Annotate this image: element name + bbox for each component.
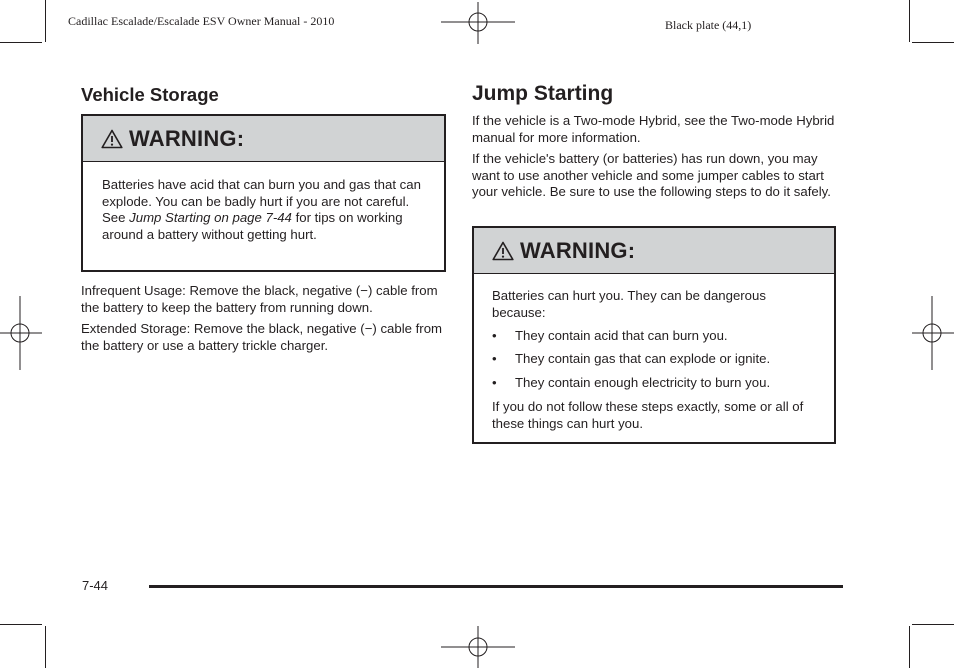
warning-title: WARNING: <box>520 237 636 263</box>
warning-text <box>102 177 427 243</box>
registration-target-icon <box>0 296 42 370</box>
crop-mark <box>0 42 42 43</box>
footer-rule <box>149 585 843 588</box>
warning-bullet-item <box>492 351 822 368</box>
warning-outro: If you do not follow these steps exactly, some or all of these things can hurt you. <box>492 399 804 431</box>
registration-target-icon <box>441 626 515 668</box>
hybrid-note-paragraph: If the vehicle is a Two-mode Hybrid, see the Two-mode Hybrid manual for more information. <box>472 113 835 145</box>
section-heading: Vehicle Storage <box>81 84 219 105</box>
crop-mark <box>909 0 910 42</box>
bullet-text: They contain acid that can burn you. <box>515 328 728 343</box>
warning-header <box>474 228 834 274</box>
plate-label: Black plate (44,1) <box>665 18 752 32</box>
extended-storage-paragraph: Extended Storage: Remove the black, negative (−) cable from the battery or use a battery trickle charger. <box>81 321 443 353</box>
warning-intro: Batteries can hurt you. They can be dangerous because: <box>492 288 766 320</box>
crop-mark <box>912 624 954 625</box>
manual-title: Cadillac Escalade/Escalade ESV Owner Manual - 2010 <box>68 14 335 28</box>
warning-triangle-icon <box>101 129 123 149</box>
warning-box <box>472 226 836 444</box>
warning-text-part: Batteries have acid that can burn you and gas that can explode. You can be badly hurt if you are not careful. See <box>102 177 421 225</box>
bullet-text: They contain enough electricity to burn you. <box>515 375 771 390</box>
crop-mark <box>909 626 910 668</box>
warning-text-part: for tips on working around a battery without getting hurt. <box>102 210 403 242</box>
cross-reference-link[interactable]: Jump Starting on page 7-44 <box>129 210 292 225</box>
bullet-text: They contain gas that can explode or ignite. <box>515 351 771 366</box>
warning-bullet-item <box>492 375 822 392</box>
page-number: 7-44 <box>82 578 109 593</box>
infrequent-usage-paragraph: Infrequent Usage: Remove the black, negative (−) cable from the battery to keep the battery from running down. <box>81 283 438 315</box>
warning-header <box>83 116 444 162</box>
crop-mark <box>0 624 42 625</box>
section-heading: Jump Starting <box>472 82 614 105</box>
registration-target-icon <box>912 296 954 370</box>
warning-box <box>81 114 446 272</box>
registration-target-icon <box>441 2 515 44</box>
crop-mark <box>45 626 46 668</box>
warning-bullet-item <box>492 328 822 345</box>
warning-title: WARNING: <box>129 125 245 151</box>
jump-start-intro-paragraph: If the vehicle's battery (or batteries) has run down, you may want to use another vehicle and some jumper cables to start your vehicle. Be sure to use the following steps to do it safely. <box>472 151 831 199</box>
bullet-icon: • <box>492 375 497 390</box>
bullet-icon: • <box>492 351 497 366</box>
warning-triangle-icon <box>492 241 514 261</box>
crop-mark <box>912 42 954 43</box>
crop-mark <box>45 0 46 42</box>
bullet-icon: • <box>492 328 497 343</box>
